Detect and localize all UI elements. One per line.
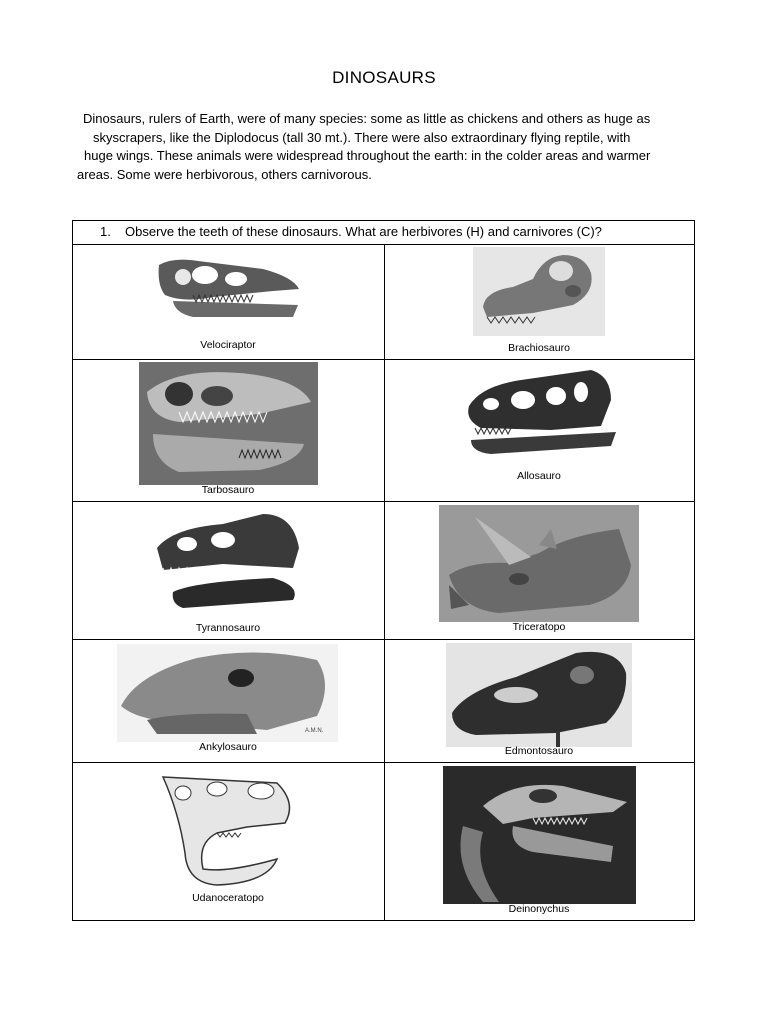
tarbosaurus-skull [139,362,318,485]
deinonychus-skull [443,766,636,904]
dinosaur-caption: Tyrannosauro [195,622,261,634]
dinosaur-caption: Udanoceratopo [192,892,264,904]
dinosaur-table [72,220,695,921]
dinosaur-caption: Allosauro [517,470,561,482]
column-divider [384,244,385,920]
dinosaur-caption: Edmontosauro [504,745,574,757]
svg-text:A.M.N.: A.M.N. [305,728,324,734]
tyrannosaurus-skull [153,508,303,613]
question-number: 1. [100,224,111,239]
edmontosaurus-skull [446,643,632,747]
intro-line: huge wings. These animals were widespread throughout the earth: in the colder areas and warmer [84,148,651,163]
velociraptor-skull [153,255,303,327]
allosaurus-skull [461,366,621,466]
dinosaur-caption: Velociraptor [200,339,256,351]
row-divider [73,762,694,763]
dinosaur-caption: Tarbosauro [201,484,255,496]
dinosaur-caption: Deinonychus [508,903,570,915]
dinosaur-caption: Ankylosauro [199,741,257,753]
row-divider [73,501,694,502]
intro-line: skyscrapers, like the Diplodocus (tall 30 mt.). There were also extraordinary flying reptile, with [93,129,631,145]
intro-line: Dinosaurs, rulers of Earth, were of many species: some as little as chickens and others as huge as [83,111,651,126]
row-divider [73,359,694,360]
question-row [73,221,694,245]
intro-line: areas. Some were herbivorous, others carnivorous. [77,166,372,182]
dinosaur-caption: Triceratopo [512,621,566,633]
udanoceratops-skull-drawing [157,773,297,886]
brachiosaurus-skull [473,247,605,336]
triceratops-skull [439,505,639,622]
row-divider [73,639,694,640]
page-title: DINOSAURS [332,68,436,87]
dinosaur-caption: Brachiosauro [508,342,570,354]
question-text: Observe the teeth of these dinosaurs. What are herbivores (H) and carnivores (C)? [125,224,602,239]
ankylosaurus-skull [117,644,338,742]
intro-paragraph [70,110,690,184]
